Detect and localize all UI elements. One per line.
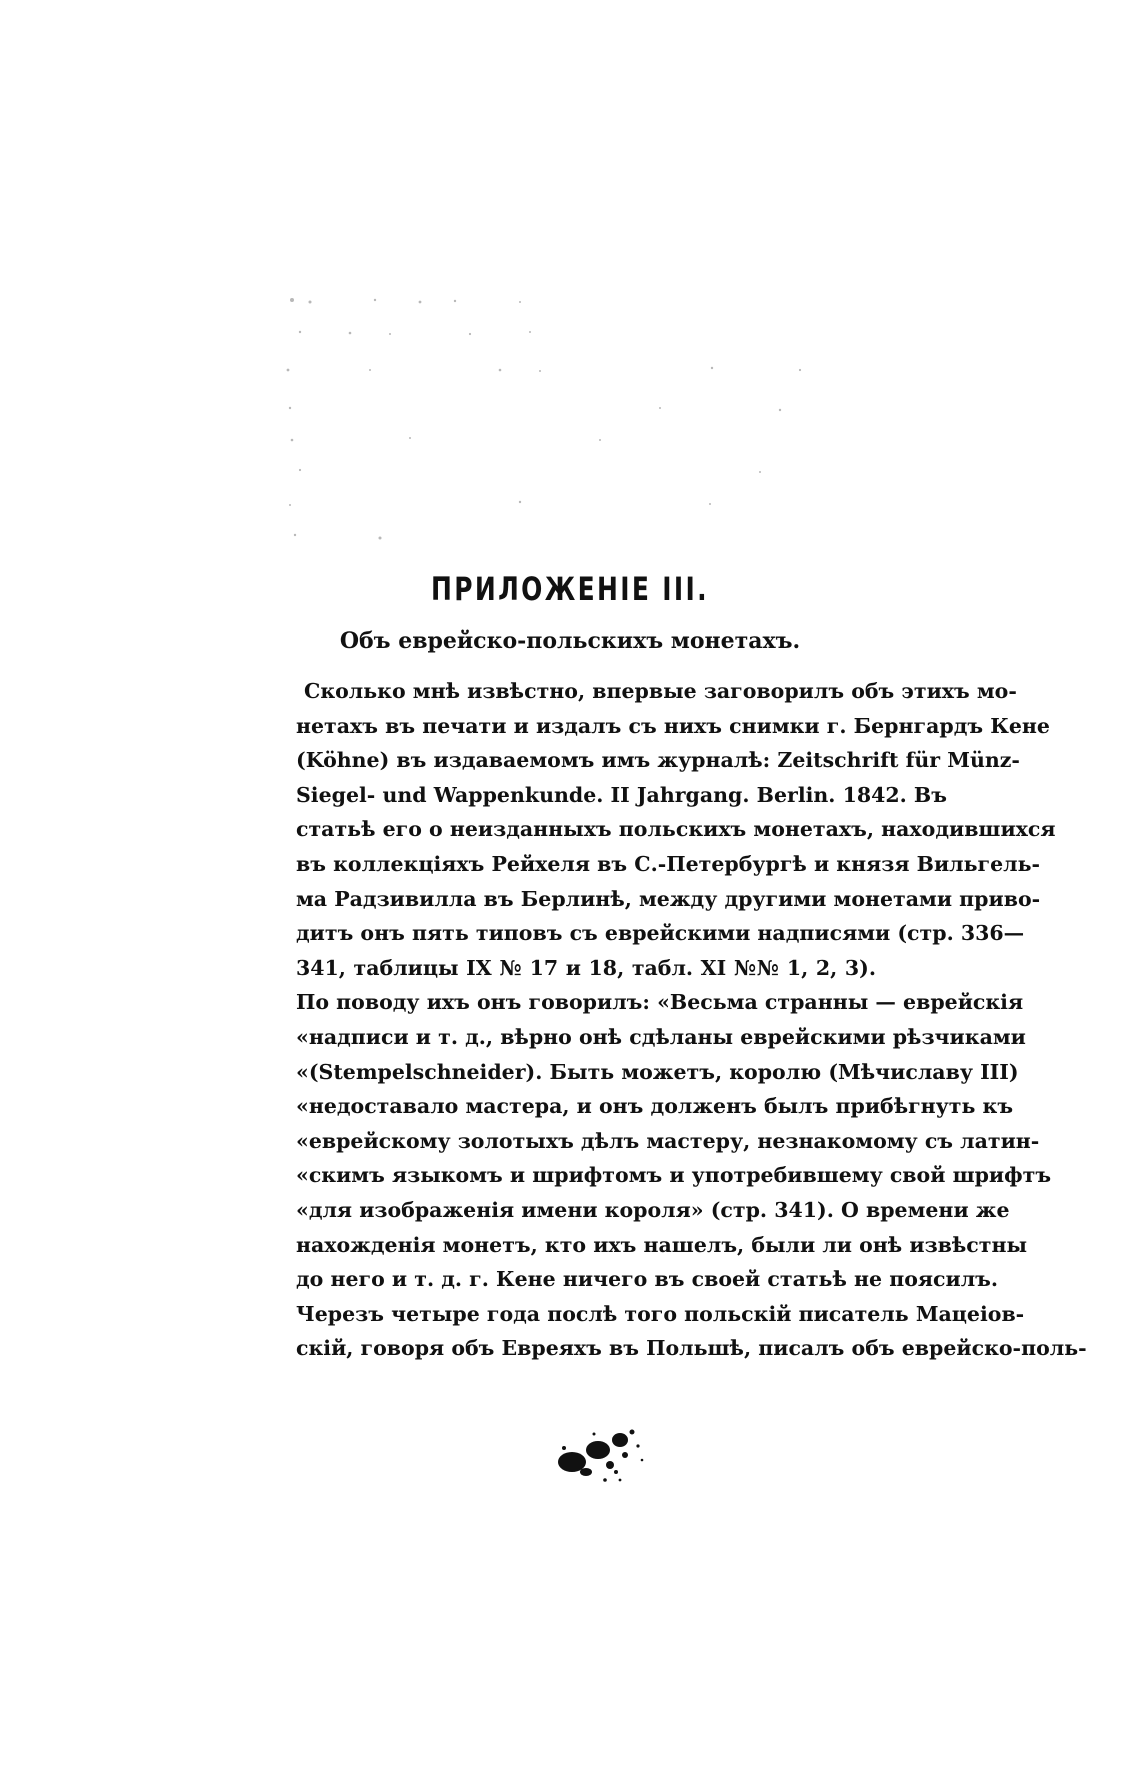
body-paragraph (296, 674, 1087, 1366)
text-line: (Köhne) въ издаваемомъ имъ журналѣ: Zeitschrift für Münz- (296, 748, 1020, 773)
text-line: нахожденія монетъ, кто ихъ нашелъ, были ли онѣ извѣстны (296, 1232, 1028, 1257)
text-line: Черезъ четыре года послѣ того польскій писатель Мацеіов- (296, 1301, 1025, 1326)
page-subtitle: Объ еврейско-польскихъ монетахъ. (339, 628, 801, 654)
page-heading: ПРИЛОЖЕНІЕ III. (431, 570, 709, 608)
text-line: въ коллекціяхъ Рейхеля въ С.-Петербургѣ и князя Вильгель- (296, 851, 1040, 876)
text-line: «для изображенія имени короля» (стр. 341). О времени же (296, 1197, 1010, 1222)
text-line: «скимъ языкомъ и шрифтомъ и употребившему свой шрифтъ (296, 1163, 1052, 1188)
text-line: статьѣ его о неизданныхъ польскихъ монетахъ, находившихся (296, 817, 1056, 842)
ink-ornament-icon (550, 1420, 650, 1490)
text-line: По поводу ихъ онъ говорилъ: «Весьма странны — еврейскія (296, 990, 1024, 1015)
text-line: Сколько мнѣ извѣстно, впервые заговорилъ объ этихъ мо- (304, 679, 1017, 703)
text-line: Siegel- und Wappenkunde. II Jahrgang. Berlin. 1842. Въ (296, 782, 947, 807)
text-line: «надписи и т. д., вѣрно онѣ сдѣланы еврейскими рѣзчиками (296, 1024, 1026, 1049)
text-line: до него и т. д. г. Кене ничего въ своей статьѣ не поясилъ. (296, 1267, 999, 1292)
bleed-through-marks (280, 290, 880, 570)
text-line: «еврейскому золотыхъ дѣлъ мастеру, незнакомому съ латин- (296, 1128, 1040, 1153)
text-line: «(Stempelschneider). Быть можетъ, королю (Мѣчиславу III) (296, 1059, 1019, 1084)
text-line: нетахъ въ печати и издалъ съ нихъ снимки г. Бернгардъ Кене (296, 713, 1050, 738)
text-line: 341, таблицы IX № 17 и 18, табл. XI №№ 1, 2, 3). (296, 955, 876, 980)
text-line: скій, говоря объ Евреяхъ въ Польшѣ, писалъ объ еврейско-поль- (296, 1336, 1087, 1361)
text-line: дитъ онъ пять типовъ съ еврейскими надписями (стр. 336— (296, 921, 1025, 946)
text-line: ма Радзивилла въ Берлинѣ, между другими монетами приво- (296, 886, 1041, 911)
text-line: «недоставало мастера, и онъ долженъ былъ прибѣгнуть къ (296, 1094, 1014, 1119)
